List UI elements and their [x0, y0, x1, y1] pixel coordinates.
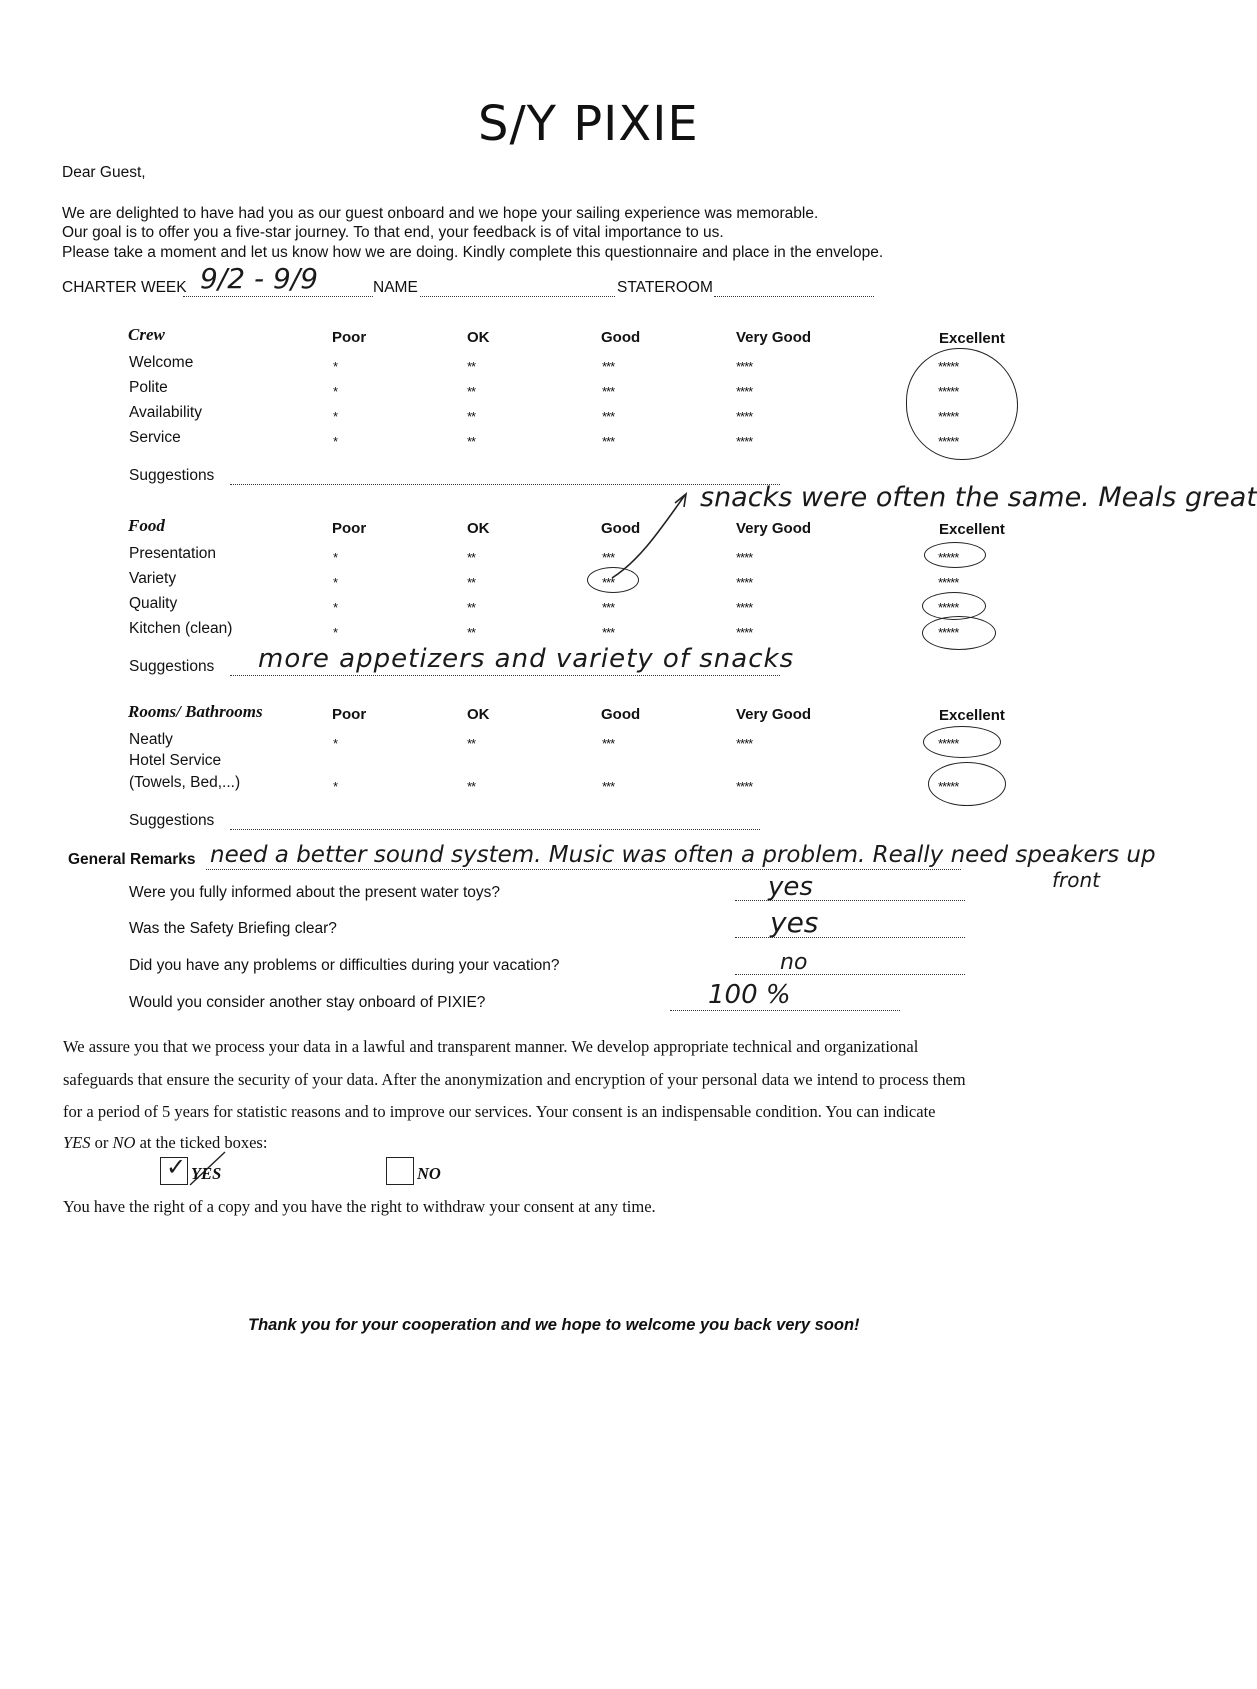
privacy-rights: You have the right of a copy and you have the right to withdraw your consent at any time.	[63, 1197, 656, 1216]
food-item-variety: Variety	[129, 570, 177, 587]
charter-week-label: CHARTER WEEK	[62, 279, 187, 296]
rooms-hotel-ok[interactable]: **	[467, 779, 476, 794]
food-kitchen-very-good[interactable]: ****	[736, 625, 753, 640]
food-quality-ok[interactable]: **	[467, 600, 476, 615]
privacy-no-word: NO	[112, 1133, 136, 1152]
answer-another-stay[interactable]: 100 %	[708, 980, 791, 1010]
answer-water-toys[interactable]: yes	[768, 872, 813, 902]
food-item-kitchen: Kitchen (clean)	[129, 620, 233, 637]
header-excellent: Excellent	[939, 330, 1005, 347]
food-item-presentation: Presentation	[129, 545, 217, 562]
food-presentation-excellent[interactable]: *****	[938, 550, 959, 565]
food-kitchen-ok[interactable]: **	[467, 625, 476, 640]
rooms-hotel-poor[interactable]: *	[333, 779, 338, 794]
salutation: Dear Guest,	[62, 164, 146, 181]
question-safety-briefing: Was the Safety Briefing clear?	[129, 920, 337, 937]
food-suggestion-value[interactable]: more appetizers and variety of snacks	[258, 644, 795, 674]
crew-welcome-very-good[interactable]: ****	[736, 359, 753, 374]
crew-item-welcome: Welcome	[129, 354, 194, 371]
general-remarks-continued: front	[1052, 868, 1101, 892]
header-very-good: Very Good	[736, 329, 812, 346]
crew-availability-poor[interactable]: *	[333, 409, 338, 424]
crew-suggestions-label: Suggestions	[129, 467, 215, 484]
answer-safety-briefing[interactable]: yes	[770, 906, 819, 939]
food-quality-excellent[interactable]: *****	[938, 600, 959, 615]
section-title-rooms: Rooms/ Bathrooms	[128, 702, 263, 721]
rooms-header-poor: Poor	[332, 706, 367, 723]
crew-availability-excellent[interactable]: *****	[938, 409, 959, 424]
food-kitchen-good[interactable]: ***	[602, 625, 615, 640]
food-presentation-poor[interactable]: *	[333, 550, 338, 565]
food-header-very-good: Very Good	[736, 520, 812, 537]
privacy-yes-word: YES	[63, 1133, 91, 1152]
food-variety-excellent[interactable]: *****	[938, 575, 959, 590]
food-variety-very-good[interactable]: ****	[736, 575, 753, 590]
rooms-hotel-very-good[interactable]: ****	[736, 779, 753, 794]
privacy-line-2: safeguards that ensure the security of your data. After the anonymization and encryption of your personal data we intend to process them	[63, 1070, 966, 1089]
rooms-item-neatly: Neatly	[129, 731, 173, 748]
rooms-header-ok: OK	[467, 706, 490, 723]
crew-polite-good[interactable]: ***	[602, 384, 615, 399]
crew-item-service: Service	[129, 429, 181, 446]
food-header-good: Good	[601, 520, 641, 537]
check-mark-icon: ✓	[166, 1153, 187, 1181]
rooms-header-excellent: Excellent	[939, 707, 1005, 724]
general-remarks-label: General Remarks	[68, 851, 196, 868]
intro-line-3: Please take a moment and let us know how we are doing. Kindly complete this questionnaire and place in the envelope.	[62, 244, 884, 261]
food-item-quality: Quality	[129, 595, 178, 612]
crew-service-poor[interactable]: *	[333, 434, 338, 449]
privacy-line-1: We assure you that we process your data in a lawful and transparent manner. We develop appropriate technical and organizational	[63, 1037, 919, 1056]
food-header-poor: Poor	[332, 520, 367, 537]
food-kitchen-poor[interactable]: *	[333, 625, 338, 640]
crew-polite-excellent[interactable]: *****	[938, 384, 959, 399]
rooms-hotel-excellent[interactable]: *****	[938, 779, 959, 794]
rooms-neatly-excellent[interactable]: *****	[938, 736, 959, 751]
intro-line-2: Our goal is to offer you a five-star journey. To that end, your feedback is of vital importance to us.	[62, 224, 724, 241]
section-title-crew: Crew	[128, 325, 165, 344]
food-presentation-good[interactable]: ***	[602, 550, 615, 565]
rooms-header-good: Good	[601, 706, 641, 723]
page-title: S/Y PIXIE	[478, 96, 699, 152]
thank-you-note: Thank you for your cooperation and we hope to welcome you back very soon!	[248, 1316, 860, 1334]
food-suggestions-label: Suggestions	[129, 658, 215, 675]
rooms-suggestions-label: Suggestions	[129, 812, 215, 829]
question-problems: Did you have any problems or difficulties during your vacation?	[129, 957, 560, 974]
crew-availability-good[interactable]: ***	[602, 409, 615, 424]
privacy-or-word: or	[90, 1133, 113, 1152]
crew-polite-poor[interactable]: *	[333, 384, 338, 399]
food-quality-good[interactable]: ***	[602, 600, 615, 615]
crew-service-excellent[interactable]: *****	[938, 434, 959, 449]
rooms-item-towels-bed: (Towels, Bed,...)	[129, 774, 241, 791]
stateroom-label: STATEROOM	[617, 279, 713, 296]
crew-welcome-ok[interactable]: **	[467, 359, 476, 374]
crew-polite-ok[interactable]: **	[467, 384, 476, 399]
crew-service-very-good[interactable]: ****	[736, 434, 753, 449]
crew-service-ok[interactable]: **	[467, 434, 476, 449]
food-presentation-very-good[interactable]: ****	[736, 550, 753, 565]
privacy-line-4-tail: at the ticked boxes:	[135, 1133, 268, 1152]
rooms-item-hotel-service: Hotel Service	[129, 752, 222, 769]
rooms-neatly-ok[interactable]: **	[467, 736, 476, 751]
crew-polite-very-good[interactable]: ****	[736, 384, 753, 399]
consent-no-label: NO	[417, 1164, 441, 1183]
food-kitchen-excellent[interactable]: *****	[938, 625, 959, 640]
ticked-slash-mark	[190, 1152, 225, 1185]
food-variety-good[interactable]: ***	[602, 575, 615, 590]
question-another-stay: Would you consider another stay onboard of PIXIE?	[129, 994, 486, 1011]
crew-availability-ok[interactable]: **	[467, 409, 476, 424]
food-variety-poor[interactable]: *	[333, 575, 338, 590]
food-header-excellent: Excellent	[939, 521, 1005, 538]
rooms-hotel-good[interactable]: ***	[602, 779, 615, 794]
header-poor: Poor	[332, 329, 367, 346]
charter-week-value[interactable]: 9/2 - 9/9	[200, 262, 319, 295]
food-quality-poor[interactable]: *	[333, 600, 338, 615]
consent-yes-label: YES	[191, 1164, 222, 1183]
rooms-neatly-good[interactable]: ***	[602, 736, 615, 751]
crew-welcome-good[interactable]: ***	[602, 359, 615, 374]
food-header-ok: OK	[467, 520, 490, 537]
general-remarks-value[interactable]: need a better sound system. Music was often a problem. Really need speakers up	[210, 842, 1156, 868]
rooms-neatly-poor[interactable]: *	[333, 736, 338, 751]
food-variety-ok[interactable]: **	[467, 575, 476, 590]
intro-line-1: We are delighted to have had you as our guest onboard and we hope your sailing experience was memorable.	[62, 205, 819, 222]
rooms-neatly-very-good[interactable]: ****	[736, 736, 753, 751]
rooms-header-very-good: Very Good	[736, 706, 812, 723]
crew-welcome-excellent[interactable]: *****	[938, 359, 959, 374]
crew-welcome-poor[interactable]: *	[333, 359, 338, 374]
food-note: snacks were often the same. Meals great	[700, 482, 1257, 513]
section-title-food: Food	[128, 516, 165, 535]
header-good: Good	[601, 329, 641, 346]
food-quality-very-good[interactable]: ****	[736, 600, 753, 615]
answer-problems[interactable]: no	[780, 950, 808, 975]
question-water-toys: Were you fully informed about the present water toys?	[129, 884, 501, 901]
crew-availability-very-good[interactable]: ****	[736, 409, 753, 424]
crew-item-availability: Availability	[129, 404, 202, 421]
crew-item-polite: Polite	[129, 379, 168, 396]
name-label: NAME	[373, 279, 418, 296]
crew-service-good[interactable]: ***	[602, 434, 615, 449]
privacy-line-3: for a period of 5 years for statistic reasons and to improve our services. Your consent is an indispensable condition. You can indicate	[63, 1102, 936, 1121]
food-presentation-ok[interactable]: **	[467, 550, 476, 565]
food-note-arrow	[612, 495, 685, 578]
header-ok: OK	[467, 329, 490, 346]
